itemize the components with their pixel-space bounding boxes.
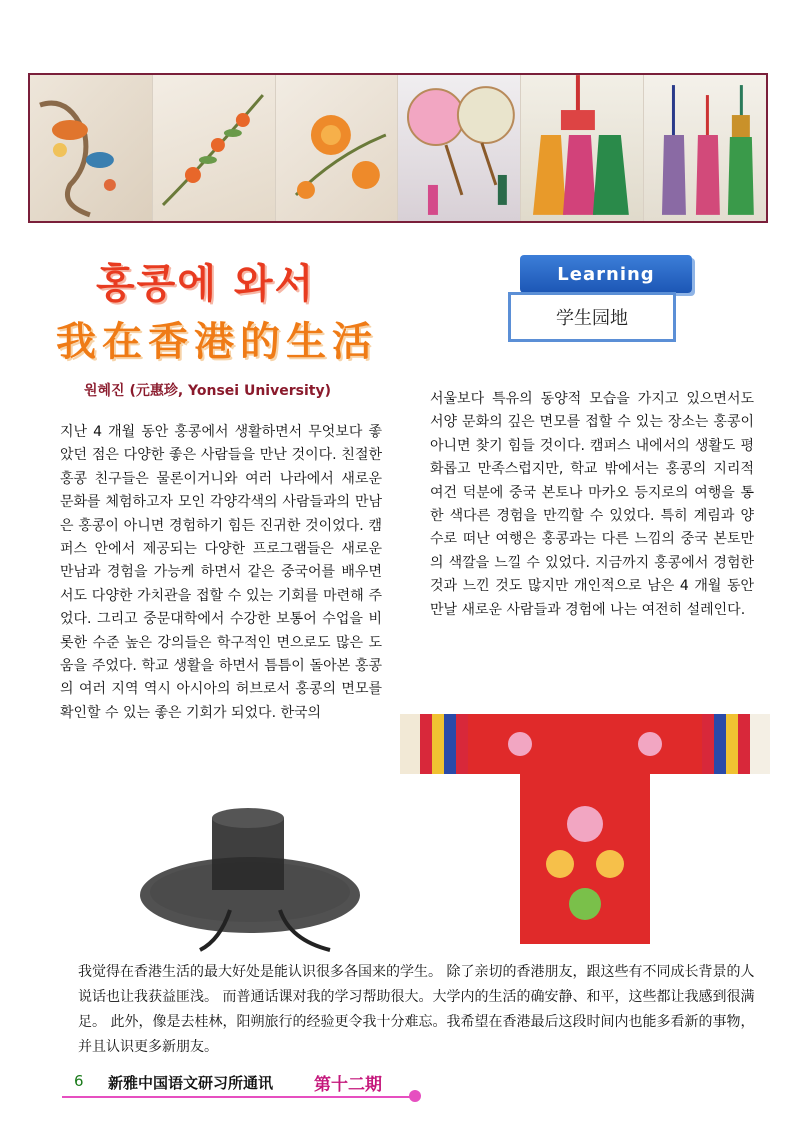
chinese-text-paragraph: 我觉得在香港生活的最大好处是能认识很多各国来的学生。 除了亲切的香港朋友，跟这些有不同成长背景的人说话也让我获益匪浅。 而普通话课对我的学习帮助很大。大学内的生活的确安静、和平，这些都让我感到很满足。 此外，像是去桂林，阳朔旅行的经验更令我十分难忘。我希望在香港最后这段时间内也能多看新的事物，并且认识更多新朋友。 bbox=[78, 964, 755, 1055]
footer-rule bbox=[62, 1096, 414, 1098]
page-number: 6 bbox=[74, 1072, 84, 1090]
author-byline: 원혜진 (元惠珍, Yonsei University) bbox=[84, 383, 331, 399]
learning-badge: Learning bbox=[520, 255, 692, 293]
section-label: 学生园地 bbox=[508, 292, 676, 342]
newsletter-title: 新雅中国语文研习所通讯 bbox=[108, 1074, 274, 1092]
footer-dot-icon bbox=[409, 1090, 421, 1102]
round-fans-panel bbox=[398, 75, 521, 221]
tassel-knot-panel bbox=[521, 75, 644, 221]
chinese-title: 我在香港的生活 bbox=[56, 318, 378, 365]
korean-text-right-column: 서울보다 특유의 동양적 모습을 가지고 있으면서도 서양 문화의 깊은 면모를 접할 수 있는 장소는 홍콩이 아니면 찾기 힘들 것이다. 캠퍼스 내에서의 생활도 평화롭고 만족스럽지만, 학교 밖에서는 홍콩의 지리적 여건 덕분에 중국 본토나 마카오 등지로의 여행을 통한 색다른 경험을 만끽할 수 있었다. 특히 계림과 양수로 떠난 여행은 홍콩과는 다른 느낌의 중국 본토만의 색깔을 느낄 수 있었다. 지금까지 홍콩에서 경험한 것과 느낀 것도 많지만 개인적으로 남은 4 개월 동안 만날 새로운 사람들과 경험에 나는 여전히 설레인다. bbox=[430, 391, 754, 618]
korean-title: 홍콩에 와서 bbox=[96, 261, 316, 307]
embroidery-bird-panel bbox=[30, 75, 153, 221]
korean-gat-hat-image bbox=[130, 800, 380, 960]
embroidery-peony-panel bbox=[276, 75, 399, 221]
embroidered-robe-image bbox=[400, 714, 770, 944]
top-photo-banner bbox=[28, 73, 768, 223]
page-footer bbox=[62, 1072, 442, 1102]
embroidery-flower-branch-panel bbox=[153, 75, 276, 221]
tassel-pendants-panel bbox=[644, 75, 766, 221]
korean-text-left-column: 지난 4 개월 동안 홍콩에서 생활하면서 무엇보다 좋았던 점은 다양한 좋은 사람들을 만난 것이다. 친절한 홍콩 친구들은 물론이거니와 여러 나라에서 새로운 문화를 체험하고자 모인 각양각색의 사람들과의 만남은 홍콩이 아니면 경험하기 힘든 진귀한 것이었다. 캠퍼스 안에서 제공되는 다양한 프로그램들은 새로운 만남과 경험을 가능케 하면서 같은 중국어를 배우면서도 다양한 가치관을 접할 수 있는 기회를 마련해 주었다. 그리고 중문대학에서 수강한 보통어 수업을 비롯한 수준 높은 강의들은 학구적인 면으로도 많은 도움을 주었다. 학교 생활을 하면서 틈틈이 돌아본 홍콩의 여러 지역 역시 아시아의 허브로서 홍콩의 면모를 확인할 수 있는 좋은 기회가 되었다. 한국의 bbox=[60, 424, 382, 721]
issue-number: 第十二期 bbox=[314, 1075, 382, 1095]
